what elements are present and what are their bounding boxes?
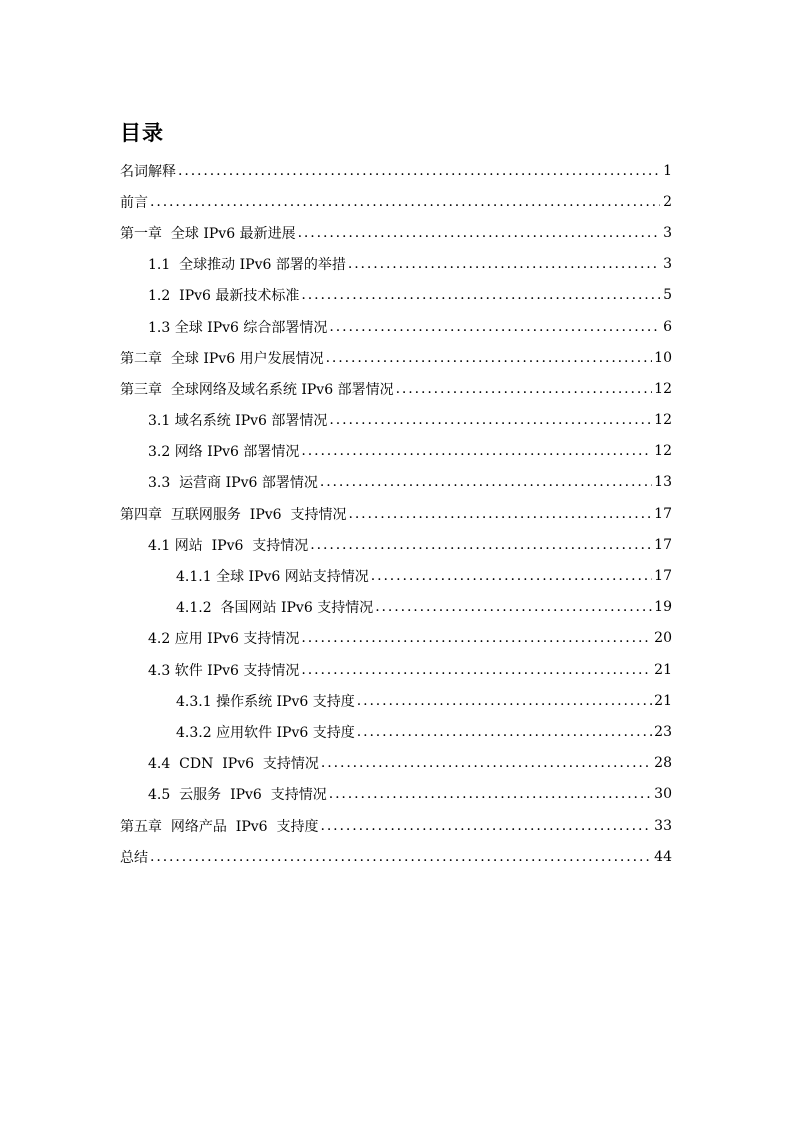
- toc-entry[interactable]: [120, 654, 672, 685]
- toc-page-number: 20: [654, 630, 672, 647]
- toc-page-number: 1: [663, 162, 672, 179]
- toc-page-number: 33: [654, 817, 672, 834]
- toc-dot-leader: [301, 662, 652, 678]
- toc-dot-leader: [357, 693, 652, 709]
- toc-entry[interactable]: [120, 748, 672, 779]
- toc-entry-label: 第三章 全球网络及域名系统 IPv6 部署情况: [120, 381, 394, 398]
- toc-dot-leader: [371, 568, 652, 584]
- toc-page-number: 44: [654, 848, 672, 865]
- toc-dot-leader: [348, 506, 652, 522]
- toc-page-number: 19: [654, 599, 672, 616]
- toc-entry-label: 3.2 网络 IPv6 部署情况: [148, 444, 300, 461]
- toc-entry-label: 1.3 全球 IPv6 综合部署情况: [148, 319, 328, 336]
- toc-entry[interactable]: [120, 405, 672, 436]
- toc-entry-label: 4.3.2 应用软件 IPv6 支持度: [176, 724, 355, 741]
- toc-page-number: 10: [654, 349, 672, 366]
- toc-page-number: 6: [663, 318, 672, 335]
- toc-dot-leader: [348, 256, 660, 272]
- toc-entry[interactable]: [120, 155, 672, 186]
- toc-dot-leader: [301, 443, 652, 459]
- toc-entry[interactable]: [120, 623, 672, 654]
- toc-entry-label: 第四章 互联网服务 IPv6 支持情况: [120, 506, 347, 523]
- toc-entry[interactable]: [120, 342, 672, 373]
- toc-dot-leader: [329, 319, 660, 335]
- toc-dot-leader: [329, 786, 652, 802]
- toc-entry[interactable]: [120, 217, 672, 248]
- toc-dot-leader: [375, 599, 652, 615]
- toc-entry[interactable]: [120, 779, 672, 810]
- toc-entry[interactable]: [120, 249, 672, 280]
- toc-dot-leader: [301, 630, 652, 646]
- toc-entry-label: 4.2 应用 IPv6 支持情况: [148, 631, 300, 648]
- toc-dot-leader: [329, 412, 652, 428]
- toc-page-number: 23: [654, 723, 672, 740]
- toc-page-number: 12: [654, 412, 672, 429]
- toc-entry[interactable]: [120, 186, 672, 217]
- toc-entry-label: 第五章 网络产品 IPv6 支持度: [120, 818, 319, 835]
- toc-title: 目录: [120, 121, 164, 145]
- toc-page-number: 2: [663, 193, 672, 210]
- toc-entry-label: 4.3 软件 IPv6 支持情况: [148, 662, 300, 679]
- toc-page-number: 3: [663, 256, 672, 273]
- toc-entry[interactable]: [120, 810, 672, 841]
- table-of-contents: [120, 155, 672, 872]
- toc-page-number: 30: [654, 786, 672, 803]
- toc-dot-leader: [357, 724, 652, 740]
- toc-page-number: 12: [654, 443, 672, 460]
- toc-dot-leader: [320, 818, 652, 834]
- toc-page-number: 12: [654, 380, 672, 397]
- toc-page-number: 17: [654, 568, 672, 585]
- toc-entry-label: 1.2 IPv6 最新技术标准: [148, 288, 300, 305]
- toc-page-number: 13: [654, 474, 672, 491]
- toc-page-number: 3: [663, 224, 672, 241]
- toc-entry[interactable]: [120, 311, 672, 342]
- toc-entry-label: 名词解释: [120, 163, 176, 180]
- toc-dot-leader: [150, 194, 660, 210]
- toc-page-number: 28: [654, 755, 672, 772]
- toc-page-number: 5: [663, 287, 672, 304]
- toc-entry[interactable]: [120, 280, 672, 311]
- toc-dot-leader: [320, 474, 652, 490]
- toc-entry-label: 第一章 全球 IPv6 最新进展: [120, 225, 296, 242]
- toc-entry-label: 总结: [120, 849, 148, 866]
- toc-dot-leader: [178, 163, 660, 179]
- toc-entry-label: 第二章 全球 IPv6 用户发展情况: [120, 350, 324, 367]
- toc-dot-leader: [396, 381, 653, 397]
- toc-page-number: 21: [654, 692, 672, 709]
- toc-dot-leader: [301, 287, 660, 303]
- toc-page-number: 17: [654, 536, 672, 553]
- toc-entry-label: 前言: [120, 194, 148, 211]
- toc-entry[interactable]: [120, 560, 672, 591]
- toc-entry-label: 4.1.2 各国网站 IPv6 支持情况: [176, 600, 374, 617]
- toc-entry-label: 4.4 CDN IPv6 支持情况: [148, 756, 319, 773]
- toc-entry-label: 4.1.1 全球 IPv6 网站支持情况: [176, 569, 369, 586]
- toc-dot-leader: [310, 537, 652, 553]
- toc-entry[interactable]: [120, 841, 672, 872]
- toc-page-number: 17: [654, 505, 672, 522]
- toc-entry[interactable]: [120, 373, 672, 404]
- toc-entry[interactable]: [120, 467, 672, 498]
- toc-entry-label: 4.3.1 操作系统 IPv6 支持度: [176, 693, 355, 710]
- toc-entry-label: 3.1 域名系统 IPv6 部署情况: [148, 413, 328, 430]
- toc-entry-label: 1.1 全球推动 IPv6 部署的举措: [148, 257, 346, 274]
- toc-entry-label: 4.1 网站 IPv6 支持情况: [148, 537, 309, 554]
- toc-entry[interactable]: [120, 716, 672, 747]
- toc-page-number: 21: [654, 661, 672, 678]
- toc-dot-leader: [150, 849, 652, 865]
- toc-dot-leader: [298, 225, 660, 241]
- toc-entry[interactable]: [120, 498, 672, 529]
- toc-dot-leader: [321, 755, 652, 771]
- toc-dot-leader: [326, 350, 653, 366]
- toc-entry[interactable]: [120, 592, 672, 623]
- toc-entry[interactable]: [120, 436, 672, 467]
- toc-entry[interactable]: [120, 529, 672, 560]
- toc-entry[interactable]: [120, 685, 672, 716]
- toc-entry-label: 3.3 运营商 IPv6 部署情况: [148, 475, 318, 492]
- toc-entry-label: 4.5 云服务 IPv6 支持情况: [148, 787, 327, 804]
